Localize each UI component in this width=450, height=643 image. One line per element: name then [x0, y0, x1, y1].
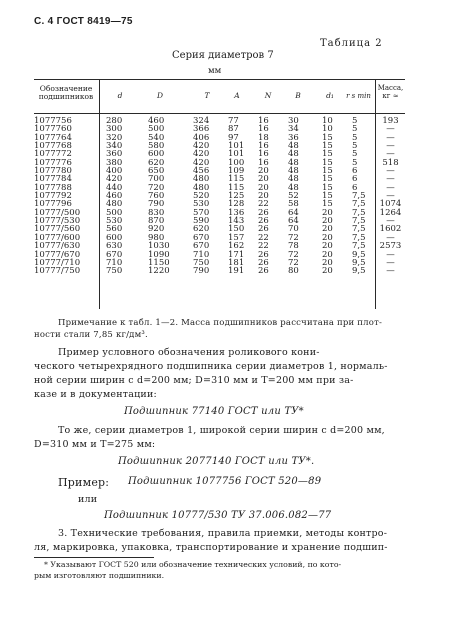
or-label: или [78, 494, 98, 505]
table-cell-B: 48 [288, 166, 299, 177]
table-cell-designation: 1077764 [34, 132, 72, 143]
table-cell-d: 440 [106, 182, 123, 193]
table-cell-r: 6 [352, 182, 358, 193]
column-designation [34, 117, 98, 276]
table-cell-mass: 1602 [379, 224, 402, 235]
example-label: Пример: [58, 476, 110, 489]
table-cell-B: 78 [288, 241, 299, 252]
table-cell-N: 26 [258, 249, 269, 260]
table-cell-T: 520 [193, 191, 210, 202]
unit-label: мм [208, 66, 222, 76]
table-cell-d1: 15 [322, 174, 333, 185]
table-cell-N: 16 [258, 149, 269, 160]
table-cell-r: 7,5 [352, 241, 366, 252]
column-mass [376, 117, 405, 276]
designation-example-2: Подшипник 2077140 ГОСТ или ТУ*. [118, 456, 315, 467]
table-cell-B: 30 [288, 116, 299, 126]
table-cell-T: 324 [193, 116, 210, 126]
table-cell-designation: 1077788 [34, 182, 72, 193]
table-cell-d1: 15 [322, 149, 333, 160]
table-cell-d1: 10 [322, 124, 333, 135]
table-cell-B: 72 [288, 232, 299, 243]
table-cell-designation: 1077756 [34, 116, 72, 126]
table-cell-T: 620 [193, 224, 210, 235]
table-cell-designation: 1077784 [34, 174, 72, 185]
table-cell-d1: 15 [322, 166, 333, 177]
table-cell-D: 460 [148, 116, 165, 126]
example-heading-4: казе и в документации: [34, 389, 157, 400]
same-para-1: То же, серии диаметров 1, широкой серии ширин с d=200 мм, [58, 425, 385, 436]
table-cell-d: 300 [106, 124, 123, 135]
table-cell-N: 26 [258, 257, 269, 268]
table-cell-A: 181 [228, 257, 245, 268]
table-cell-T: 480 [193, 174, 210, 185]
table-cell-T: 406 [193, 132, 210, 143]
table-cell-mass: — [386, 149, 395, 160]
header-mass: Масса, кг ≈ [377, 84, 404, 100]
table-cell-N: 20 [258, 166, 269, 177]
table-cell-designation: 10777/560 [34, 224, 81, 235]
footnote-separator [34, 557, 154, 558]
table-cell-N: 26 [258, 224, 269, 235]
table-cell-T: 420 [193, 149, 210, 160]
table-cell-D: 870 [148, 216, 165, 227]
table-cell-N: 26 [258, 207, 269, 218]
table-cell-d1: 15 [322, 157, 333, 168]
table-cell-T: 480 [193, 182, 210, 193]
header-T: T [204, 91, 210, 100]
table-cell-d: 340 [106, 141, 123, 152]
table-cell-A: 115 [228, 182, 245, 193]
table-cell-N: 20 [258, 174, 269, 185]
table-cell-d1: 15 [322, 141, 333, 152]
table-cell-r: 5 [352, 132, 358, 143]
designation-example-1: Подшипник 77140 ГОСТ или ТУ* [124, 406, 304, 417]
table-cell-d1: 15 [322, 191, 333, 202]
table-cell-d1: 15 [322, 132, 333, 143]
table-cell-B: 64 [288, 207, 299, 218]
table-cell-D: 700 [148, 174, 165, 185]
table-cell-designation: 1077796 [34, 199, 72, 210]
table-cell-mass: — [386, 257, 395, 268]
column-N [258, 117, 278, 276]
table-cell-B: 64 [288, 216, 299, 227]
table-cell-d: 500 [106, 207, 123, 218]
table-cell-B: 48 [288, 174, 299, 185]
column-d [106, 117, 130, 276]
footnote-line-2: рым изготовляют подшипники. [34, 571, 165, 580]
table-cell-r: 7,5 [352, 207, 366, 218]
table-cell-D: 620 [148, 157, 165, 168]
table-cell-d1: 20 [322, 266, 333, 277]
table-cell-r: 7,5 [352, 224, 366, 235]
table-cell-d: 320 [106, 132, 123, 143]
example-heading-2: ческого четырехрядного подшипника серии диаметров 1, нормаль- [34, 361, 388, 372]
table-cell-r: 9,5 [352, 266, 366, 277]
table-cell-N: 26 [258, 266, 269, 277]
designation-example-3: Подшипник 1077756 ГОСТ 520—89 [128, 476, 322, 487]
table-cell-T: 366 [193, 124, 210, 135]
column-A [228, 117, 250, 276]
table-cell-A: 115 [228, 174, 245, 185]
table-cell-D: 1030 [148, 241, 170, 252]
example-heading-3: ной серии ширин с d=200 мм; D=310 мм и T=200 мм при за- [34, 375, 354, 386]
table-cell-B: 48 [288, 182, 299, 193]
table-cell-d: 750 [106, 266, 123, 277]
table-cell-mass: — [386, 182, 395, 193]
column-D [148, 117, 174, 276]
series-title: Серия диаметров 7 [172, 50, 274, 61]
table-cell-A: 125 [228, 191, 245, 202]
table-cell-d: 530 [106, 216, 123, 227]
table-cell-d1: 20 [322, 257, 333, 268]
table-cell-T: 790 [193, 266, 210, 277]
table-cell-N: 16 [258, 157, 269, 168]
table-cell-A: 97 [228, 132, 239, 143]
table-cell-A: 109 [228, 166, 245, 177]
table-cell-designation: 10777/710 [34, 257, 81, 268]
table-cell-N: 22 [258, 232, 269, 243]
table-cell-mass: 518 [382, 157, 399, 168]
table-cell-designation: 10777/670 [34, 249, 81, 260]
table-cell-mass: — [386, 141, 395, 152]
table-cell-T: 670 [193, 241, 210, 252]
designation-example-4: Подшипник 10777/530 ТУ 37.006.082—77 [104, 510, 332, 521]
table-cell-designation: 10777/500 [34, 207, 81, 218]
table-cell-d: 420 [106, 174, 123, 185]
table-cell-d1: 20 [322, 224, 333, 235]
table-cell-A: 100 [228, 157, 245, 168]
table-cell-mass: — [386, 266, 395, 277]
table-cell-d1: 20 [322, 207, 333, 218]
table-cell-mass: — [386, 124, 395, 135]
table-cell-r: 9,5 [352, 257, 366, 268]
table-cell-r: 5 [352, 141, 358, 152]
table-cell-d: 480 [106, 199, 123, 210]
header-D: D [156, 91, 163, 100]
column-d1 [322, 117, 342, 276]
table-cell-D: 650 [148, 166, 165, 177]
table-cell-r: 6 [352, 166, 358, 177]
table-cell-d1: 20 [322, 232, 333, 243]
table-cell-mass: — [386, 174, 395, 185]
table-cell-A: 191 [228, 266, 245, 277]
header-B: B [295, 91, 301, 100]
table-cell-D: 760 [148, 191, 165, 202]
table-cell-B: 48 [288, 149, 299, 160]
table-cell-r: 5 [352, 149, 358, 160]
table-cell-designation: 10777/600 [34, 232, 81, 243]
table-cell-D: 830 [148, 207, 165, 218]
table-cell-designation: 10777/750 [34, 266, 81, 277]
table-cell-d: 400 [106, 166, 123, 177]
table-cell-B: 48 [288, 157, 299, 168]
table-cell-A: 150 [228, 224, 245, 235]
table-cell-D: 720 [148, 182, 165, 193]
table-cell-designation: 1077792 [34, 191, 72, 202]
table-cell-N: 18 [258, 132, 269, 143]
section-3-line-1: 3. Технические требования, правила приемки, методы контро- [58, 528, 388, 539]
table-cell-d: 360 [106, 149, 123, 160]
table-cell-d1: 20 [322, 241, 333, 252]
table-cell-mass: 1264 [379, 207, 402, 218]
table-cell-r: 7,5 [352, 191, 366, 202]
table-cell-B: 72 [288, 257, 299, 268]
table-cell-B: 34 [288, 124, 299, 135]
page-header: С. 4 ГОСТ 8419—75 [34, 16, 133, 27]
table-label: Таблица 2 [320, 38, 383, 49]
table-cell-r: 6 [352, 174, 358, 185]
table-cell-T: 590 [193, 216, 210, 227]
section-3-line-2: ля, маркировка, упаковка, транспортирование и хранение подшип- [34, 542, 388, 553]
table-cell-mass: — [386, 166, 395, 177]
table-cell-N: 26 [258, 216, 269, 227]
table-cell-T: 710 [193, 249, 210, 260]
header-d: d [117, 91, 123, 100]
table-cell-r: 7,5 [352, 232, 366, 243]
table-cell-N: 16 [258, 141, 269, 152]
note-line-2: ности стали 7,85 кг/дм³. [34, 330, 148, 340]
table-cell-r: 7,5 [352, 199, 366, 210]
table-cell-T: 670 [193, 232, 210, 243]
table-cell-d: 710 [106, 257, 123, 268]
table-cell-T: 750 [193, 257, 210, 268]
table-cell-mass: 193 [382, 116, 399, 126]
table-cell-designation: 1077760 [34, 124, 72, 135]
table-cell-r: 5 [352, 157, 358, 168]
table-cell-d1: 20 [322, 249, 333, 260]
table-cell-B: 80 [288, 266, 299, 277]
table-cell-B: 52 [288, 191, 299, 202]
table-cell-d1: 20 [322, 216, 333, 227]
header-designation: Обозначение подшипников [38, 84, 94, 101]
table-cell-T: 420 [193, 157, 210, 168]
table-cell-d: 460 [106, 191, 123, 202]
table-cell-D: 1090 [148, 249, 170, 260]
table-cell-d: 560 [106, 224, 123, 235]
table-cell-r: 5 [352, 124, 358, 135]
table-cell-T: 530 [193, 199, 210, 210]
table-cell-A: 101 [228, 149, 245, 160]
table-cell-d1: 10 [322, 116, 333, 126]
table-cell-T: 570 [193, 207, 210, 218]
table-cell-D: 1220 [148, 266, 170, 277]
table-cell-D: 790 [148, 199, 165, 210]
table-cell-A: 143 [228, 216, 245, 227]
table-cell-D: 580 [148, 141, 165, 152]
table-cell-N: 20 [258, 191, 269, 202]
table-cell-A: 128 [228, 199, 245, 210]
table-cell-N: 20 [258, 182, 269, 193]
table-cell-mass: 1074 [379, 199, 402, 210]
footnote-line-1: * Указывают ГОСТ 520 или обозначение технических условий, по кото- [44, 560, 342, 569]
table-cell-B: 36 [288, 132, 299, 143]
table-cell-d1: 15 [322, 182, 333, 193]
table-cell-D: 920 [148, 224, 165, 235]
table-cell-B: 48 [288, 141, 299, 152]
table-cell-designation: 1077772 [34, 149, 72, 160]
table-cell-N: 16 [258, 124, 269, 135]
table-cell-A: 136 [228, 207, 245, 218]
table-cell-designation: 1077780 [34, 166, 72, 177]
table-cell-A: 101 [228, 141, 245, 152]
table-cell-d: 630 [106, 241, 123, 252]
table-cell-A: 77 [228, 116, 239, 126]
example-heading-1: Пример условного обозначения роликового кони- [58, 347, 320, 358]
table-cell-A: 162 [228, 241, 245, 252]
column-r [352, 117, 374, 276]
table-cell-T: 420 [193, 141, 210, 152]
table-cell-A: 171 [228, 249, 245, 260]
header-N: N [264, 91, 272, 100]
table-cell-designation: 1077776 [34, 157, 72, 168]
table-cell-designation: 10777/530 [34, 216, 81, 227]
table-cell-N: 16 [258, 116, 269, 126]
table-cell-r: 5 [352, 116, 358, 126]
table-cell-D: 500 [148, 124, 165, 135]
note-line-1: Примечание к табл. 1—2. Масса подшипников рассчитана при плот- [58, 318, 383, 328]
header-d1: d₁ [326, 91, 334, 100]
table-cell-N: 22 [258, 241, 269, 252]
table-cell-d: 670 [106, 249, 123, 260]
table-cell-r: 9,5 [352, 249, 366, 260]
table-cell-A: 157 [228, 232, 245, 243]
table-cell-D: 540 [148, 132, 165, 143]
table-cell-mass: — [386, 232, 395, 243]
table-cell-mass: — [386, 132, 395, 143]
table-cell-T: 456 [193, 166, 210, 177]
table-cell-D: 1150 [148, 257, 170, 268]
table-cell-d: 600 [106, 232, 123, 243]
table-cell-mass: — [386, 216, 395, 227]
table-cell-mass: — [386, 249, 395, 260]
same-para-2: D=310 мм и T=275 мм: [34, 439, 156, 450]
table-cell-D: 600 [148, 149, 165, 160]
header-A: A [234, 91, 240, 100]
table-cell-A: 87 [228, 124, 239, 135]
table-cell-designation: 10777/630 [34, 241, 81, 252]
table-cell-B: 58 [288, 199, 299, 210]
column-B [288, 117, 308, 276]
table-cell-N: 22 [258, 199, 269, 210]
table-cell-mass: — [386, 191, 395, 202]
header-r: r s min [346, 92, 371, 100]
table-cell-d: 280 [106, 116, 123, 126]
table-cell-r: 7,5 [352, 216, 366, 227]
table-cell-mass: 2573 [379, 241, 402, 252]
table-cell-d1: 15 [322, 199, 333, 210]
table-cell-B: 72 [288, 249, 299, 260]
table-cell-D: 980 [148, 232, 165, 243]
table-cell-designation: 1077768 [34, 141, 72, 152]
column-T [193, 117, 217, 276]
table-cell-B: 70 [288, 224, 299, 235]
table-cell-d: 380 [106, 157, 123, 168]
